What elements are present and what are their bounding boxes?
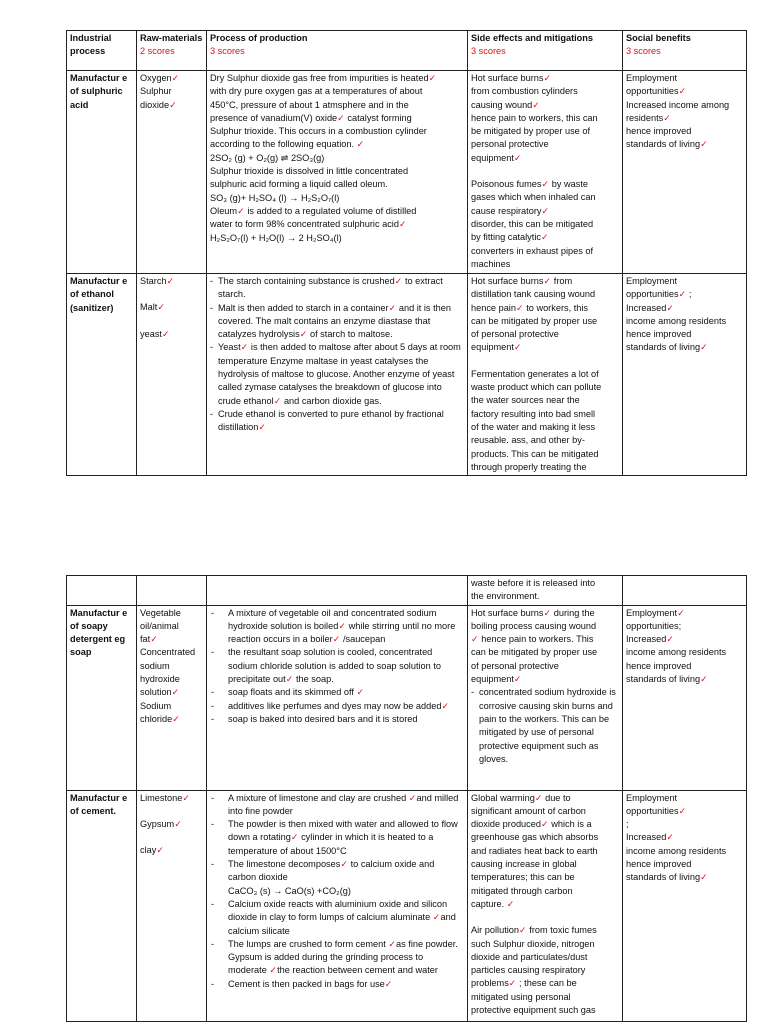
tick-mark: ✓ bbox=[384, 978, 393, 989]
side-effects-continuation: waste before it is released into the environment. bbox=[468, 576, 623, 606]
production-step: - Yeast✓ is then added to maltose after about 5 days at room temperature Enzyme maltase in yeast catalyses the hydrolysis of maltose to glucose. Another enzyme of yeast called zymase catalyses the breakdown of glucose into crude ethanol✓ and carbon dioxide gas. bbox=[210, 341, 464, 407]
header-process-of-production: Process of production 3 scores bbox=[207, 31, 468, 71]
tick-mark: ✓ bbox=[428, 73, 437, 83]
header-row bbox=[67, 31, 747, 71]
tick-mark: ✓ bbox=[543, 276, 552, 286]
tick-mark: ✓ bbox=[700, 342, 708, 353]
tick-mark: ✓ bbox=[678, 805, 687, 816]
equation: CaCO₃ (s) → CaO(s) +CO₂(g) bbox=[228, 885, 351, 896]
tick-mark: ✓ bbox=[666, 832, 675, 843]
raw-materials-soap: Vegetable oil/animal fat✓ Concentrated sodium hydroxide solution✓ Sodium chloride✓ bbox=[137, 605, 207, 790]
tick-mark: ✓ bbox=[237, 205, 245, 216]
production-sulphuric-acid: Dry Sulphur dioxide gas free from impurities is heated✓ with dry pure oxygen gas at a temperatures of about 450°C, pressure of about 1 atmsphere and in the presence of vanadium(V) oxide✓ catalyst forming Sulphur trioxide. This occurs in a combustion cylinder according to the following equation. ✓ 2SO₂ (g) + O₂(g) ⇌ 2SO₃(g) Sulphur trioxide is dissolved in little concentrated sulphuric acid forming a liquid called oleum. SO₃ (g)+ H₂SO₄ (l) → H₂S₂O₇(l) Oleum✓ is added to a regulated volume of distilled water to form 98% concentrated sulphuric acid✓ H₂S₂O₇(l) + H₂O(l) → 2 H₂SO₄(l) bbox=[207, 71, 468, 274]
production-step: - The powder is then mixed with water and allowed to flow down a rotating✓ cylinder in which it is heated to a temperature of about 1500°C bbox=[210, 818, 464, 858]
industrial-process-table-part2 bbox=[66, 575, 747, 1022]
header-raw-materials: Raw-materials 2 scores bbox=[137, 31, 207, 71]
production-step: - soap is baked into desired bars and it is stored bbox=[210, 713, 464, 726]
tick-mark: ✓ bbox=[240, 342, 249, 353]
tick-mark: ✓ bbox=[332, 634, 341, 645]
production-step: - the resultant soap solution is cooled, concentrated sodium chloride solution is added to soap solution to precipitate out✓ the soap. bbox=[210, 646, 464, 686]
social-benefits-ethanol: Employment opportunities✓ ; Increased✓ income among residents hence improved standards of living✓ bbox=[623, 274, 747, 476]
header-industrial-process: Industrial process bbox=[67, 31, 137, 71]
side-effects-soap: Hot surface burns✓ during the boiling process causing wound ✓ hence pain to workers. This can be mitigated by proper use of personal protective equipment✓ - concentrated sodium hydroxide is corrosive causing skin burns and pain to the workers. This can be mitigated by use of personal protective equipment such as gloves. bbox=[468, 605, 623, 790]
production-ethanol bbox=[207, 274, 468, 476]
process-name-sulphuric-acid: Manufactur e of sulphuric acid bbox=[67, 71, 137, 274]
tick-mark: ✓ bbox=[156, 845, 165, 856]
social-benefits-cement: Employment opportunities✓ ; Increased✓ income among residents hence improved standards of living✓ bbox=[623, 790, 747, 1021]
tick-mark: ✓ bbox=[356, 687, 365, 698]
tick-mark: ✓ bbox=[700, 674, 708, 685]
production-step: - Calcium oxide reacts with aluminium oxide and silicon dioxide in clay to form lumps of calcium aluminate ✓and calcium silicate bbox=[210, 898, 464, 938]
tick-mark: ✓ bbox=[513, 152, 522, 163]
tick-mark: ✓ bbox=[506, 898, 515, 909]
process-name-cement: Manufactur e of cement. bbox=[67, 790, 137, 1021]
production-step: - soap floats and its skimmed off ✓ bbox=[210, 686, 464, 699]
tick-mark: ✓ bbox=[182, 792, 191, 803]
row-cement bbox=[67, 790, 747, 1021]
tick-mark: ✓ bbox=[150, 634, 158, 645]
tick-mark: ✓ bbox=[666, 634, 675, 645]
social-benefits-score: 3 scores bbox=[626, 46, 661, 57]
tick-mark: ✓ bbox=[273, 395, 282, 406]
tick-mark: ✓ bbox=[432, 912, 441, 923]
production-step: - A mixture of limestone and clay are crushed ✓and milled into fine powder bbox=[210, 792, 464, 819]
equation: H₂S₂O₇(l) + H₂O(l) → 2 H₂SO₄(l) bbox=[210, 232, 342, 243]
side-effects-score: 3 scores bbox=[471, 46, 506, 57]
tick-mark: ✓ bbox=[290, 832, 299, 843]
tick-mark: ✓ bbox=[356, 139, 365, 150]
production-step: - Malt is then added to starch in a container✓ and it is then covered. The malt contains an enzyme diastase that catalyzes hydrolysis✓ of starch to maltose. bbox=[210, 302, 464, 342]
tick-mark: ✓ bbox=[285, 674, 294, 685]
tick-mark: ✓ bbox=[700, 139, 708, 150]
tick-mark: ✓ bbox=[157, 302, 166, 313]
tick-mark: ✓ bbox=[398, 219, 407, 230]
tick-mark: ✓ bbox=[677, 607, 685, 618]
tick-mark: ✓ bbox=[543, 607, 552, 618]
header-side-effects: Side effects and mitigations 3 scores bbox=[468, 31, 623, 71]
tick-mark: ✓ bbox=[678, 86, 687, 97]
raw-materials-sulphuric-acid: Oxygen✓ Sulphur dioxide✓ bbox=[137, 71, 207, 274]
tick-mark: ✓ bbox=[515, 302, 524, 313]
tick-mark: ✓ bbox=[388, 938, 397, 949]
production-step: - The limestone decomposes✓ to calcium oxide and carbon dioxide CaCO₃ (s) → CaO(s) +CO₂(g) bbox=[210, 858, 464, 898]
production-step: - Crude ethanol is converted to pure ethanol by fractional distillation✓ bbox=[210, 408, 464, 435]
header-social-benefits: Social benefits 3 scores bbox=[623, 31, 747, 71]
tick-mark: ✓ bbox=[666, 302, 675, 313]
tick-mark: ✓ bbox=[171, 687, 180, 698]
tick-mark: ✓ bbox=[678, 289, 687, 300]
raw-materials-ethanol: Starch✓ Malt✓ yeast✓ bbox=[137, 274, 207, 476]
social-benefits-sulphuric-acid: Employment opportunities✓ Increased income among residents✓ hence improved standards of living✓ bbox=[623, 71, 747, 274]
tick-mark: ✓ bbox=[166, 276, 175, 286]
tick-mark: ✓ bbox=[172, 713, 180, 724]
production-cement bbox=[207, 790, 468, 1021]
tick-mark: ✓ bbox=[394, 276, 403, 286]
side-effects-cement: Global warming✓ due to significant amount of carbon dioxide produced✓ which is a greenhouse gas which absorbs and radiates heat back to earth causing increase in global temperatures; this can be mitigated through carbon capture. ✓ Air pollution✓ from toxic fumes such Sulphur dioxide, nitrogen dioxide and particulates/dust particles causing respiratory problems✓ ; these can be mitigated using personal protective equipment such gas bbox=[468, 790, 623, 1021]
production-score: 3 scores bbox=[210, 46, 245, 57]
production-step: - additives like perfumes and dyes may now be added✓ bbox=[210, 700, 464, 713]
tick-mark: ✓ bbox=[508, 978, 517, 989]
process-name-ethanol: Manufactur e of ethanol (sanitizer) bbox=[67, 274, 137, 476]
tick-mark: ✓ bbox=[171, 73, 180, 83]
tick-mark: ✓ bbox=[169, 99, 177, 110]
tick-mark: ✓ bbox=[269, 965, 278, 976]
industrial-process-table-part1 bbox=[66, 30, 747, 476]
raw-materials-score: 2 scores bbox=[140, 46, 175, 57]
tick-mark: ✓ bbox=[441, 700, 450, 711]
tick-mark: ✓ bbox=[174, 818, 182, 829]
tick-mark: ✓ bbox=[541, 179, 550, 190]
tick-mark: ✓ bbox=[340, 859, 349, 870]
side-effects-sulphuric-acid: Hot surface burns✓ from combustion cylinders causing wound✓ hence pain to workers, this can be mitigated by proper use of personal protective equipment✓ Poisonous fumes✓ by waste gases which when inhaled can cause respiratory✓ disorder, this can be mitigated by fitting catalytic✓ converters in exhaust pipes of machines bbox=[468, 71, 623, 274]
tick-mark: ✓ bbox=[540, 232, 549, 243]
tick-mark: ✓ bbox=[663, 112, 671, 123]
raw-materials-cement: Limestone✓ Gypsum✓ clay✓ bbox=[137, 790, 207, 1021]
equation: SO₃ (g)+ H₂SO₄ (l) → H₂S₂O₇(l) bbox=[210, 192, 340, 203]
side-effect-item: - concentrated sodium hydroxide is corrosive causing skin burns and pain to the workers. This can be mitigated by use of personal protective equipment such as gloves. bbox=[471, 686, 619, 766]
production-step: - The lumps are crushed to form cement ✓as fine powder. Gypsum is added during the grinding process to moderate ✓the reaction between cement and water bbox=[210, 938, 464, 978]
equation: 2SO₂ (g) + O₂(g) ⇌ 2SO₃(g) bbox=[210, 152, 325, 163]
row-soap bbox=[67, 605, 747, 790]
tick-mark: ✓ bbox=[541, 205, 550, 216]
tick-mark: ✓ bbox=[299, 329, 308, 340]
tick-mark: ✓ bbox=[161, 328, 170, 339]
tick-mark: ✓ bbox=[408, 792, 417, 803]
process-name-soap: Manufactur e of soapy detergent eg soap bbox=[67, 605, 137, 790]
social-benefits-soap: Employment✓ opportunities; Increased✓ income among residents hence improved standards of living✓ bbox=[623, 605, 747, 790]
tick-mark: ✓ bbox=[532, 99, 540, 110]
production-step: - Cement is then packed in bags for use✓ bbox=[210, 978, 464, 991]
continuation-row bbox=[67, 576, 747, 606]
tick-mark: ✓ bbox=[513, 674, 522, 685]
tick-mark: ✓ bbox=[543, 73, 552, 83]
production-soap bbox=[207, 605, 468, 790]
tick-mark: ✓ bbox=[471, 634, 479, 645]
tick-mark: ✓ bbox=[337, 112, 345, 123]
tick-mark: ✓ bbox=[519, 925, 527, 936]
tick-mark: ✓ bbox=[258, 422, 267, 433]
tick-mark: ✓ bbox=[700, 872, 708, 883]
tick-mark: ✓ bbox=[388, 302, 397, 313]
production-step: - A mixture of vegetable oil and concentrated sodium hydroxide solution is boiled✓ while stirring until no more reaction occurs in a boiler✓ /saucepan bbox=[210, 607, 464, 647]
tick-mark: ✓ bbox=[338, 620, 347, 631]
side-effects-ethanol: Hot surface burns✓ from distillation tank causing wound hence pain✓ to workers, this can be mitigated by proper use of personal protective equipment✓ Fermentation generates a lot of waste product which can pollute the water sources near the factory resulting into bad smell of the water and making it less reusable. ass, and other by- products. This can be mitigated through properly treating the bbox=[468, 274, 623, 476]
row-ethanol bbox=[67, 274, 747, 476]
tick-mark: ✓ bbox=[534, 792, 543, 803]
tick-mark: ✓ bbox=[540, 819, 549, 830]
tick-mark: ✓ bbox=[513, 342, 522, 353]
row-sulphuric-acid bbox=[67, 71, 747, 274]
production-step: - The starch containing substance is crushed✓ to extract starch. bbox=[210, 275, 464, 302]
